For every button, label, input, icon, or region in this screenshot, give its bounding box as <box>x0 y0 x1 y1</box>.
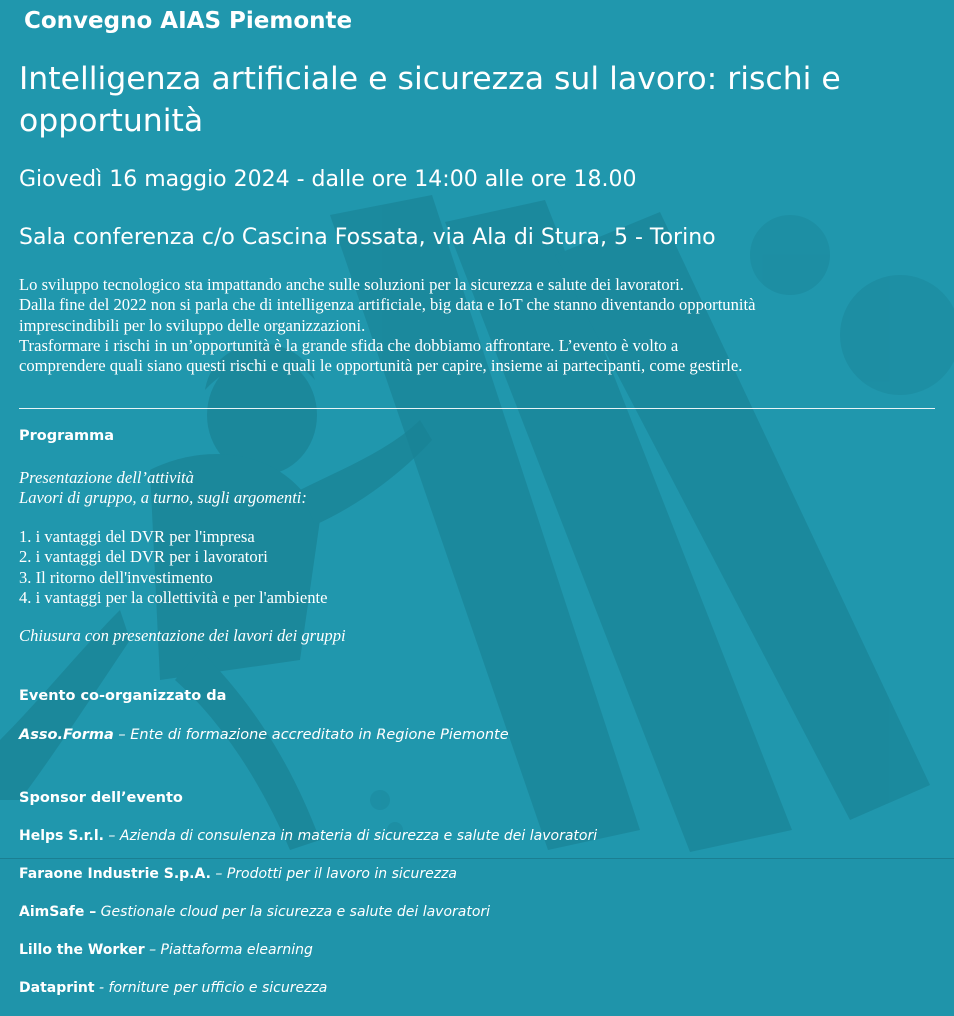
sponsor-description: – Prodotti per il lavoro in sicurezza <box>210 866 457 882</box>
program-item: 3. Il ritorno dell'investimento <box>19 567 213 587</box>
program-item: 4. i vantaggi per la collettività e per l'ambiente <box>19 587 328 607</box>
program-list <box>19 527 327 608</box>
sponsor-description: - forniture per ufficio e sicurezza <box>94 980 328 996</box>
sponsor-name: Helps S.r.l. <box>19 828 104 844</box>
sponsor-item <box>19 942 313 958</box>
program-item: 2. i vantaggi del DVR per i lavoratori <box>19 547 268 567</box>
intro-line: Lo sviluppo tecnologico sta impattando anche sulle soluzioni per la sicurezza e salute dei lavoratori. <box>19 275 684 294</box>
program-heading: Programma <box>19 428 115 444</box>
sponsor-item <box>19 866 457 882</box>
program-closing: Chiusura con presentazione dei lavori dei gruppi <box>19 626 346 645</box>
sponsor-description: – Azienda di consulenza in materia di sicurezza e salute dei lavoratori <box>103 828 598 844</box>
program-intro <box>19 468 307 509</box>
sponsor-name: Lillo the Worker <box>19 942 145 958</box>
program-intro-line: Lavori di gruppo, a turno, sugli argomenti: <box>19 488 307 508</box>
intro-line: imprescindibili per lo sviluppo delle organizzazioni. <box>19 315 366 335</box>
intro-line: Dalla fine del 2022 non si parla che di intelligenza artificiale, big data e IoT che stanno diventando opportunità <box>19 295 756 315</box>
divider <box>19 408 935 409</box>
coorganizer-line <box>19 727 509 743</box>
sponsor-item <box>19 828 597 844</box>
sponsor-description: – Piattaforma elearning <box>144 942 313 958</box>
event-date-time: Giovedì 16 maggio 2024 - dalle ore 14:00 alle ore 18.00 <box>19 167 637 192</box>
coorganizer-description: – Ente di formazione accreditato in Regione Piemonte <box>113 727 509 743</box>
program-intro-line: Presentazione dell’attività <box>19 468 194 487</box>
sponsors-heading: Sponsor dell’evento <box>19 790 183 806</box>
sponsor-name: Faraone Industrie S.p.A. <box>19 866 211 882</box>
sponsor-name: Dataprint <box>19 980 95 996</box>
event-tag: Convegno AIAS Piemonte <box>24 8 353 34</box>
intro-line: Trasformare i rischi in un’opportunità è la grande sfida che dobbiamo affrontare. L’evento è volto a <box>19 335 679 355</box>
intro-paragraph <box>19 275 944 376</box>
coorganizer-heading: Evento co-organizzato da <box>19 688 227 704</box>
sponsor-item <box>19 980 327 996</box>
sponsor-description: Gestionale cloud per la sicurezza e salute dei lavoratori <box>96 904 491 920</box>
intro-line: comprendere quali siano questi rischi e quali le opportunità per capire, insieme ai partecipanti, come gestirle. <box>19 356 743 376</box>
coorganizer-name: Asso.Forma <box>19 727 114 743</box>
sponsor-item <box>19 904 490 920</box>
event-location: Sala conferenza c/o Cascina Fossata, via Ala di Stura, 5 - Torino <box>19 225 716 250</box>
sponsor-name: AimSafe – <box>19 904 97 920</box>
page-title: Intelligenza artificiale e sicurezza sul lavoro: rischi e opportunità <box>19 61 841 139</box>
program-item: 1. i vantaggi del DVR per l'impresa <box>19 527 255 546</box>
